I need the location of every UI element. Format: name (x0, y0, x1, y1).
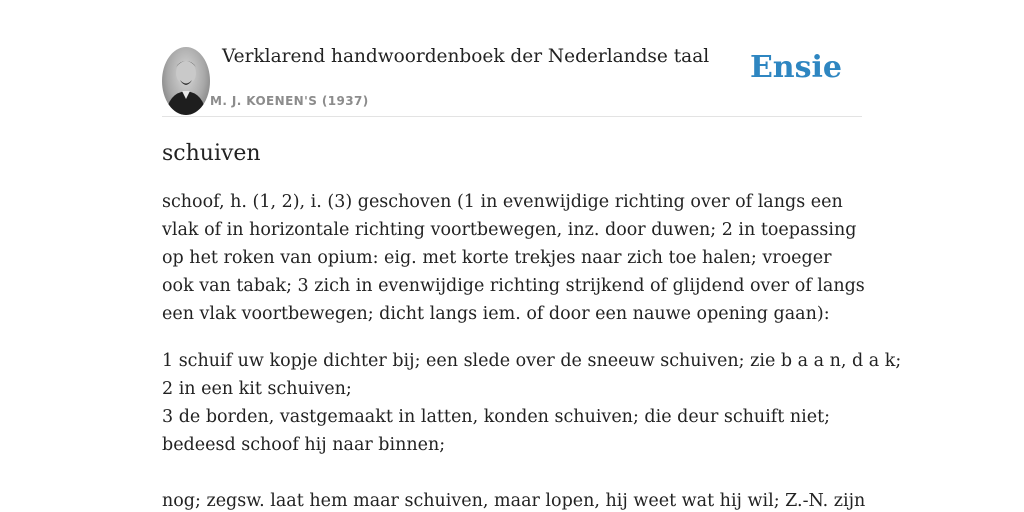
example-line: 3 de borden, vastgemaakt in latten, konden schuiven; die deur schuift niet; (162, 407, 831, 427)
entry-title: schuiven (162, 141, 261, 166)
author-portrait-icon (162, 47, 210, 115)
site-header (162, 0, 862, 117)
book-title: Verklarend handwoordenboek der Nederlandse taal (222, 46, 710, 67)
example-line: 1 schuif uw kopje dichter bij; een slede over de sneeuw schuiven; zie b a a n, d a k; (162, 351, 902, 371)
ensie-logo[interactable]: Ensie (749, 50, 842, 85)
book-author: M. J. KOENEN'S (1937) (210, 94, 369, 108)
example-line: 2 in een kit schuiven; (162, 379, 352, 399)
entry-note: nog; zegsw. laat hem maar schuiven, maar lopen, hij weet wat hij wil; Z.-N. zijn (162, 491, 866, 511)
entry-examples (162, 347, 902, 459)
entry-definition: schoof, h. (1, 2), i. (3) geschoven (1 in evenwijdige richting over of langs een vlak of in horizontale richting voortbewegen, inz. door duwen; 2 in toepassing op het roken van opium: eig. met korte trekjes naar zich toe halen; vroeger ook van tabak; 3 zich in evenwijdige richting strijkend of glijdend over of langs een vlak voortbewegen; dicht langs iem. of door een nauwe opening gaan): (162, 192, 865, 324)
example-line: bedeesd schoof hij naar binnen; (162, 435, 446, 455)
entry-content (162, 138, 902, 512)
